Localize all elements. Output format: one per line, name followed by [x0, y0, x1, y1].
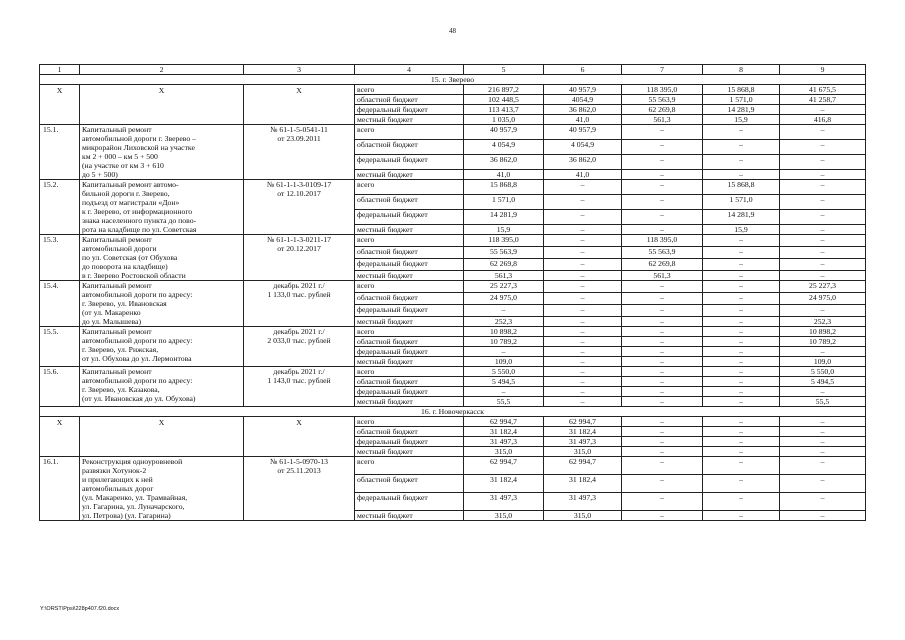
amount-cell: 62 269,8 — [464, 259, 544, 271]
amount-cell: 315,0 — [464, 511, 544, 521]
amount-cell: – — [544, 347, 622, 357]
amount-cell: – — [622, 493, 703, 511]
budget-source-label: федеральный бюджет — [355, 437, 464, 447]
amount-cell: – — [622, 357, 703, 367]
column-number: 2 — [80, 65, 244, 75]
amount-cell: 31 497,3 — [464, 493, 544, 511]
amount-cell: – — [622, 210, 703, 225]
amount-cell: 40 957,9 — [464, 125, 544, 140]
amount-cell: 118 395,0 — [622, 85, 703, 95]
amount-cell: – — [780, 417, 866, 427]
amount-cell: – — [622, 293, 703, 305]
budget-source-label: федеральный бюджет — [355, 259, 464, 271]
budget-source-label: всего — [355, 235, 464, 247]
amount-cell: – — [622, 225, 703, 235]
budget-source-label: областной бюджет — [355, 195, 464, 210]
amount-cell: 62 269,8 — [622, 105, 703, 115]
amount-cell: 40 957,9 — [544, 125, 622, 140]
amount-cell: – — [622, 457, 703, 475]
item-document: № 61-1-5-0541-11 от 23.09.2011 — [244, 125, 355, 180]
amount-cell: – — [780, 427, 866, 437]
amount-cell: – — [544, 293, 622, 305]
amount-cell: 62 269,8 — [622, 259, 703, 271]
amount-cell: 25 227,3 — [780, 281, 866, 293]
amount-cell: – — [703, 357, 780, 367]
amount-cell: – — [622, 367, 703, 377]
amount-cell: 62 994,7 — [544, 417, 622, 427]
amount-cell: – — [703, 347, 780, 357]
amount-cell: 25 227,3 — [464, 281, 544, 293]
budget-source-label: всего — [355, 367, 464, 377]
item-number: 15.2. — [40, 180, 80, 235]
amount-cell: 41 258,7 — [780, 95, 866, 105]
amount-cell: – — [622, 377, 703, 387]
amount-cell: – — [703, 247, 780, 259]
amount-cell: 5 550,0 — [780, 367, 866, 377]
amount-cell: – — [622, 347, 703, 357]
amount-cell: 10 789,2 — [780, 337, 866, 347]
amount-cell: 40 957,9 — [544, 85, 622, 95]
amount-cell: 31 182,4 — [464, 427, 544, 437]
item-name: Капитальный ремонт автомобильной дороги по адресу: г. Зверево, ул. Ивановская (от ул. Макаренко до ул. Малышева) — [80, 281, 244, 327]
amount-cell: 41,0 — [544, 115, 622, 125]
amount-cell: – — [544, 247, 622, 259]
budget-source-label: федеральный бюджет — [355, 493, 464, 511]
amount-cell: – — [703, 367, 780, 377]
item-number: 16.1. — [40, 457, 80, 521]
amount-cell: 10 789,2 — [464, 337, 544, 347]
budget-source-label: местный бюджет — [355, 170, 464, 180]
amount-cell: 102 448,5 — [464, 95, 544, 105]
item-document: № 61-1-5-0970-13 от 25.11.2013 — [244, 457, 355, 521]
amount-cell: 15 868,8 — [703, 180, 780, 195]
budget-source-label: всего — [355, 417, 464, 427]
amount-cell: 1 571,0 — [703, 95, 780, 105]
amount-cell: 31 497,3 — [544, 437, 622, 447]
amount-cell: – — [544, 180, 622, 195]
budget-source-label: всего — [355, 281, 464, 293]
item-number: Х — [40, 85, 80, 125]
amount-cell: 15 868,8 — [703, 85, 780, 95]
amount-cell: – — [544, 387, 622, 397]
amount-cell: – — [703, 170, 780, 180]
amount-cell: 5 494,5 — [464, 377, 544, 387]
amount-cell: – — [544, 225, 622, 235]
amount-cell: 5 494,5 — [780, 377, 866, 387]
amount-cell: – — [703, 457, 780, 475]
amount-cell: – — [780, 195, 866, 210]
amount-cell: – — [780, 447, 866, 457]
amount-cell: – — [780, 247, 866, 259]
amount-cell: – — [780, 271, 866, 281]
budget-source-label: местный бюджет — [355, 511, 464, 521]
amount-cell: – — [622, 305, 703, 317]
amount-cell: 1 035,0 — [464, 115, 544, 125]
amount-cell: 14 281,9 — [703, 210, 780, 225]
budget-source-label: федеральный бюджет — [355, 210, 464, 225]
amount-cell: 55,5 — [464, 397, 544, 407]
amount-cell: 4 054,9 — [464, 140, 544, 155]
table-row — [40, 457, 866, 475]
amount-cell: – — [544, 367, 622, 377]
amount-cell: 109,0 — [464, 357, 544, 367]
amount-cell: – — [622, 170, 703, 180]
amount-cell: – — [780, 475, 866, 493]
amount-cell: – — [703, 235, 780, 247]
amount-cell: 15,9 — [464, 225, 544, 235]
amount-cell: – — [622, 125, 703, 140]
column-number-row — [40, 65, 866, 75]
amount-cell: 315,0 — [464, 447, 544, 457]
amount-cell: 14 281,9 — [464, 210, 544, 225]
financing-table — [39, 64, 866, 521]
amount-cell: 252,3 — [464, 317, 544, 327]
amount-cell: 315,0 — [544, 511, 622, 521]
amount-cell: – — [622, 417, 703, 427]
budget-source-label: местный бюджет — [355, 397, 464, 407]
amount-cell: – — [622, 337, 703, 347]
budget-source-label: областной бюджет — [355, 247, 464, 259]
table-row — [40, 235, 866, 247]
amount-cell: – — [622, 195, 703, 210]
amount-cell: – — [703, 155, 780, 170]
budget-source-label: всего — [355, 457, 464, 475]
amount-cell: – — [703, 387, 780, 397]
amount-cell: – — [703, 305, 780, 317]
amount-cell: – — [780, 105, 866, 115]
amount-cell: – — [703, 327, 780, 337]
amount-cell: – — [703, 377, 780, 387]
amount-cell: – — [544, 337, 622, 347]
amount-cell: – — [703, 427, 780, 437]
amount-cell: 31 182,4 — [544, 427, 622, 437]
item-number: 15.3. — [40, 235, 80, 281]
amount-cell: – — [622, 511, 703, 521]
table-row — [40, 180, 866, 195]
amount-cell: – — [703, 271, 780, 281]
amount-cell: – — [780, 225, 866, 235]
amount-cell: – — [780, 437, 866, 447]
item-name: Капитальный ремонт автомобильной дороги г. Зверево – микрорайон Лиховской на участке км 2 + 000 – км 5 + 500 (на участке от км 3 + 610 до 5 + 500) — [80, 125, 244, 180]
amount-cell: 4 054,9 — [544, 140, 622, 155]
amount-cell: 252,3 — [780, 317, 866, 327]
amount-cell: – — [703, 337, 780, 347]
budget-source-label: областной бюджет — [355, 475, 464, 493]
item-number: 15.4. — [40, 281, 80, 327]
budget-source-label: всего — [355, 85, 464, 95]
amount-cell: – — [703, 397, 780, 407]
amount-cell: – — [622, 180, 703, 195]
budget-source-label: областной бюджет — [355, 95, 464, 105]
amount-cell: – — [780, 493, 866, 511]
section-header-row — [40, 75, 866, 85]
item-name: Х — [80, 417, 244, 457]
item-name: Капитальный ремонт автомобильной дороги по адресу: г. Зверево, ул. Рижская, от ул. Обухова до ул. Лермонтова — [80, 327, 244, 367]
amount-cell: – — [464, 305, 544, 317]
column-number: 4 — [355, 65, 464, 75]
item-document: декабрь 2021 г./ 1 143,0 тыс. рублей — [244, 367, 355, 407]
item-document: № 61-1-1-3-0211-17 от 20.12.2017 — [244, 235, 355, 281]
amount-cell: – — [544, 210, 622, 225]
amount-cell: 10 898,2 — [464, 327, 544, 337]
item-number: 15.6. — [40, 367, 80, 407]
table-row — [40, 85, 866, 95]
budget-source-label: федеральный бюджет — [355, 155, 464, 170]
amount-cell: – — [622, 397, 703, 407]
item-document: декабрь 2021 г./ 2 033,0 тыс. рублей — [244, 327, 355, 367]
amount-cell: – — [703, 317, 780, 327]
budget-source-label: областной бюджет — [355, 377, 464, 387]
column-number: 5 — [464, 65, 544, 75]
amount-cell: 416,8 — [780, 115, 866, 125]
budget-source-label: местный бюджет — [355, 271, 464, 281]
amount-cell: – — [703, 437, 780, 447]
budget-source-label: федеральный бюджет — [355, 347, 464, 357]
amount-cell: – — [622, 387, 703, 397]
amount-cell: – — [544, 377, 622, 387]
column-number: 9 — [780, 65, 866, 75]
amount-cell: 31 182,4 — [544, 475, 622, 493]
amount-cell: – — [780, 170, 866, 180]
amount-cell: – — [703, 511, 780, 521]
amount-cell: – — [464, 387, 544, 397]
amount-cell: – — [780, 140, 866, 155]
amount-cell: – — [622, 327, 703, 337]
table-row — [40, 417, 866, 427]
amount-cell: 36 862,0 — [544, 155, 622, 170]
budget-source-label: областной бюджет — [355, 140, 464, 155]
table-row — [40, 367, 866, 377]
amount-cell: – — [622, 427, 703, 437]
item-number: Х — [40, 417, 80, 457]
budget-source-label: местный бюджет — [355, 317, 464, 327]
amount-cell: 55,5 — [780, 397, 866, 407]
amount-cell: 36 862,0 — [544, 105, 622, 115]
amount-cell: 4054,9 — [544, 95, 622, 105]
budget-source-label: местный бюджет — [355, 357, 464, 367]
amount-cell: – — [544, 327, 622, 337]
amount-cell: – — [780, 511, 866, 521]
budget-source-label: областной бюджет — [355, 293, 464, 305]
table-row — [40, 281, 866, 293]
amount-cell: 41 675,5 — [780, 85, 866, 95]
amount-cell: – — [544, 357, 622, 367]
budget-source-label: всего — [355, 327, 464, 337]
column-number: 3 — [244, 65, 355, 75]
amount-cell: – — [780, 155, 866, 170]
amount-cell: 62 994,7 — [464, 457, 544, 475]
amount-cell: 15 868,8 — [464, 180, 544, 195]
page-number: 48 — [449, 27, 456, 35]
amount-cell: – — [544, 317, 622, 327]
amount-cell: 41,0 — [464, 170, 544, 180]
amount-cell: 55 563,9 — [464, 247, 544, 259]
amount-cell: 62 994,7 — [464, 417, 544, 427]
item-document: № 61-1-1-3-0109-17 от 12.10.2017 — [244, 180, 355, 235]
amount-cell: – — [703, 447, 780, 457]
amount-cell: – — [780, 387, 866, 397]
amount-cell: 216 897,2 — [464, 85, 544, 95]
item-name: Капитальный ремонт автомобильной дороги по ул. Советская (от Обухова до поворота на кладбище) в г. Зверево Ростовской области — [80, 235, 244, 281]
amount-cell: 109,0 — [780, 357, 866, 367]
amount-cell: – — [703, 417, 780, 427]
amount-cell: 561,3 — [622, 115, 703, 125]
budget-source-label: федеральный бюджет — [355, 105, 464, 115]
table-row — [40, 327, 866, 337]
amount-cell: 31 497,3 — [464, 437, 544, 447]
amount-cell: – — [622, 475, 703, 493]
amount-cell: 15,9 — [703, 115, 780, 125]
amount-cell: – — [544, 195, 622, 210]
budget-source-label: всего — [355, 125, 464, 140]
item-number: 15.1. — [40, 125, 80, 180]
amount-cell: 315,0 — [544, 447, 622, 457]
amount-cell: – — [780, 347, 866, 357]
amount-cell: 55 563,9 — [622, 247, 703, 259]
amount-cell: – — [622, 317, 703, 327]
amount-cell: – — [780, 305, 866, 317]
amount-cell: – — [544, 271, 622, 281]
amount-cell: 36 862,0 — [464, 155, 544, 170]
amount-cell: – — [622, 281, 703, 293]
amount-cell: 1 571,0 — [464, 195, 544, 210]
amount-cell: – — [622, 140, 703, 155]
section-title: 16. г. Новочеркасск — [40, 407, 866, 417]
amount-cell: 118 395,0 — [464, 235, 544, 247]
item-number: 15.5. — [40, 327, 80, 367]
amount-cell: – — [544, 235, 622, 247]
section-header-row — [40, 407, 866, 417]
amount-cell: – — [703, 140, 780, 155]
item-document: Х — [244, 417, 355, 457]
budget-source-label: местный бюджет — [355, 447, 464, 457]
amount-cell: 15,9 — [703, 225, 780, 235]
amount-cell: – — [622, 155, 703, 170]
amount-cell: – — [703, 281, 780, 293]
item-name: Капитальный ремонт автомобильной дороги по адресу: г. Зверево, ул. Казакова, (от ул. Ивановская до ул. Обухова) — [80, 367, 244, 407]
amount-cell: 14 281,9 — [703, 105, 780, 115]
amount-cell: 31 182,4 — [464, 475, 544, 493]
item-document: декабрь 2021 г./ 1 133,0 тыс. рублей — [244, 281, 355, 327]
amount-cell: 55 563,9 — [622, 95, 703, 105]
amount-cell: – — [622, 447, 703, 457]
amount-cell: – — [464, 347, 544, 357]
column-number: 6 — [544, 65, 622, 75]
amount-cell: – — [622, 437, 703, 447]
amount-cell: – — [780, 125, 866, 140]
amount-cell: – — [544, 281, 622, 293]
table-row — [40, 125, 866, 140]
column-number: 1 — [40, 65, 80, 75]
amount-cell: – — [780, 180, 866, 195]
amount-cell: 1 571,0 — [703, 195, 780, 210]
budget-source-label: федеральный бюджет — [355, 305, 464, 317]
budget-source-label: местный бюджет — [355, 115, 464, 125]
file-path-footer: Y:\ORST\Ppsi\228p407.f20.docx — [40, 606, 120, 612]
amount-cell: – — [780, 210, 866, 225]
item-name: Реконструкция одноуровневой развязки Хотунок-2 и прилегающих к ней автомобильных дорог (ул. Макаренко, ул. Трамвайная, ул. Гагарина, ул. Луначарского, ул. Петрова) (ул. Гагарина) — [80, 457, 244, 521]
amount-cell: 561,3 — [464, 271, 544, 281]
amount-cell: 113 413,7 — [464, 105, 544, 115]
amount-cell: 561,3 — [622, 271, 703, 281]
column-number: 8 — [703, 65, 780, 75]
amount-cell: – — [703, 493, 780, 511]
amount-cell: 24 975,0 — [780, 293, 866, 305]
budget-source-label: всего — [355, 180, 464, 195]
budget-source-label: областной бюджет — [355, 427, 464, 437]
table-body — [40, 65, 866, 521]
amount-cell: – — [703, 475, 780, 493]
amount-cell: 10 898,2 — [780, 327, 866, 337]
amount-cell: 118 395,0 — [622, 235, 703, 247]
budget-source-label: местный бюджет — [355, 225, 464, 235]
amount-cell: – — [780, 259, 866, 271]
section-title: 15. г. Зверево — [40, 75, 866, 85]
amount-cell: – — [703, 125, 780, 140]
amount-cell: – — [703, 293, 780, 305]
item-name: Х — [80, 85, 244, 125]
amount-cell: – — [544, 259, 622, 271]
amount-cell: – — [703, 259, 780, 271]
budget-source-label: областной бюджет — [355, 337, 464, 347]
amount-cell: 31 497,3 — [544, 493, 622, 511]
amount-cell: – — [780, 457, 866, 475]
amount-cell: 24 975,0 — [464, 293, 544, 305]
amount-cell: 62 994,7 — [544, 457, 622, 475]
amount-cell: 41,0 — [544, 170, 622, 180]
column-number: 7 — [622, 65, 703, 75]
item-document: Х — [244, 85, 355, 125]
amount-cell: – — [544, 305, 622, 317]
item-name: Капитальный ремонт автомо- бильной дороги г. Зверево, подъезд от магистрали «Дон» к г. Зверево, от информационного знака населенного пункта до пово- рота на кладбище по ул. Советская — [80, 180, 244, 235]
budget-source-label: федеральный бюджет — [355, 387, 464, 397]
amount-cell: 5 550,0 — [464, 367, 544, 377]
amount-cell: – — [544, 397, 622, 407]
amount-cell: – — [780, 235, 866, 247]
